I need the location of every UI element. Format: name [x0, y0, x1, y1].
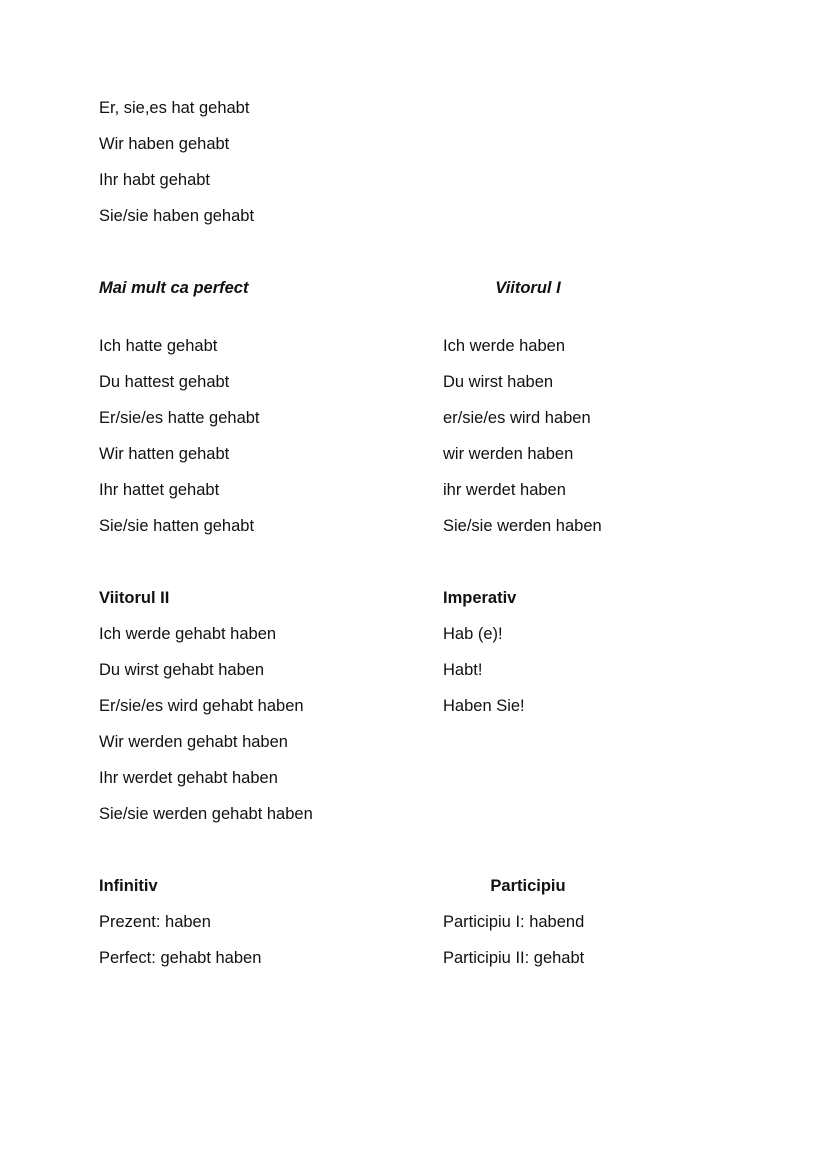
conjugation-line: Wir werden gehabt haben [99, 733, 288, 751]
section-heading-participiu: Participiu [490, 877, 566, 895]
conjugation-line: wir werden haben [443, 445, 574, 463]
conjugation-line: Haben Sie! [443, 697, 525, 715]
conjugation-line: Du wirst gehabt haben [99, 661, 265, 679]
section-heading-mai-mult-ca-perfect: Mai mult ca perfect [99, 279, 249, 297]
conjugation-line: Er/sie/es hatte gehabt [99, 409, 260, 427]
conjugation-line: Ihr habt gehabt [99, 171, 211, 189]
conjugation-line: ihr werdet haben [443, 481, 566, 499]
conjugation-line: Wir haben gehabt [99, 135, 230, 153]
conjugation-line: Ihr werdet gehabt haben [99, 769, 278, 787]
section-heading-infinitiv: Infinitiv [99, 877, 158, 895]
conjugation-line: Participiu I: habend [443, 913, 585, 931]
conjugation-line: Sie/sie haben gehabt [99, 207, 255, 225]
conjugation-line: Er, sie,es hat gehabt [99, 99, 250, 117]
conjugation-line: Sie/sie werden haben [443, 517, 602, 535]
conjugation-line: Er/sie/es wird gehabt haben [99, 697, 304, 715]
conjugation-line: Wir hatten gehabt [99, 445, 230, 463]
conjugation-line: Ich werde haben [443, 337, 566, 355]
conjugation-line: Participiu II: gehabt [443, 949, 585, 967]
section-heading-viitorul-1: Viitorul I [495, 279, 561, 297]
section-heading-imperativ: Imperativ [443, 589, 517, 607]
conjugation-line: er/sie/es wird haben [443, 409, 591, 427]
conjugation-line: Sie/sie werden gehabt haben [99, 805, 313, 823]
conjugation-line: Du wirst haben [443, 373, 554, 391]
conjugation-line: Ich hatte gehabt [99, 337, 218, 355]
conjugation-line: Perfect: gehabt haben [99, 949, 262, 967]
conjugation-line: Hab (e)! [443, 625, 503, 643]
conjugation-line: Prezent: haben [99, 913, 211, 931]
conjugation-line: Habt! [443, 661, 483, 679]
conjugation-line: Du hattest gehabt [99, 373, 230, 391]
section-heading-viitorul-2: Viitorul II [99, 589, 170, 607]
conjugation-line: Sie/sie hatten gehabt [99, 517, 255, 535]
conjugation-line: Ihr hattet gehabt [99, 481, 220, 499]
conjugation-line: Ich werde gehabt haben [99, 625, 277, 643]
